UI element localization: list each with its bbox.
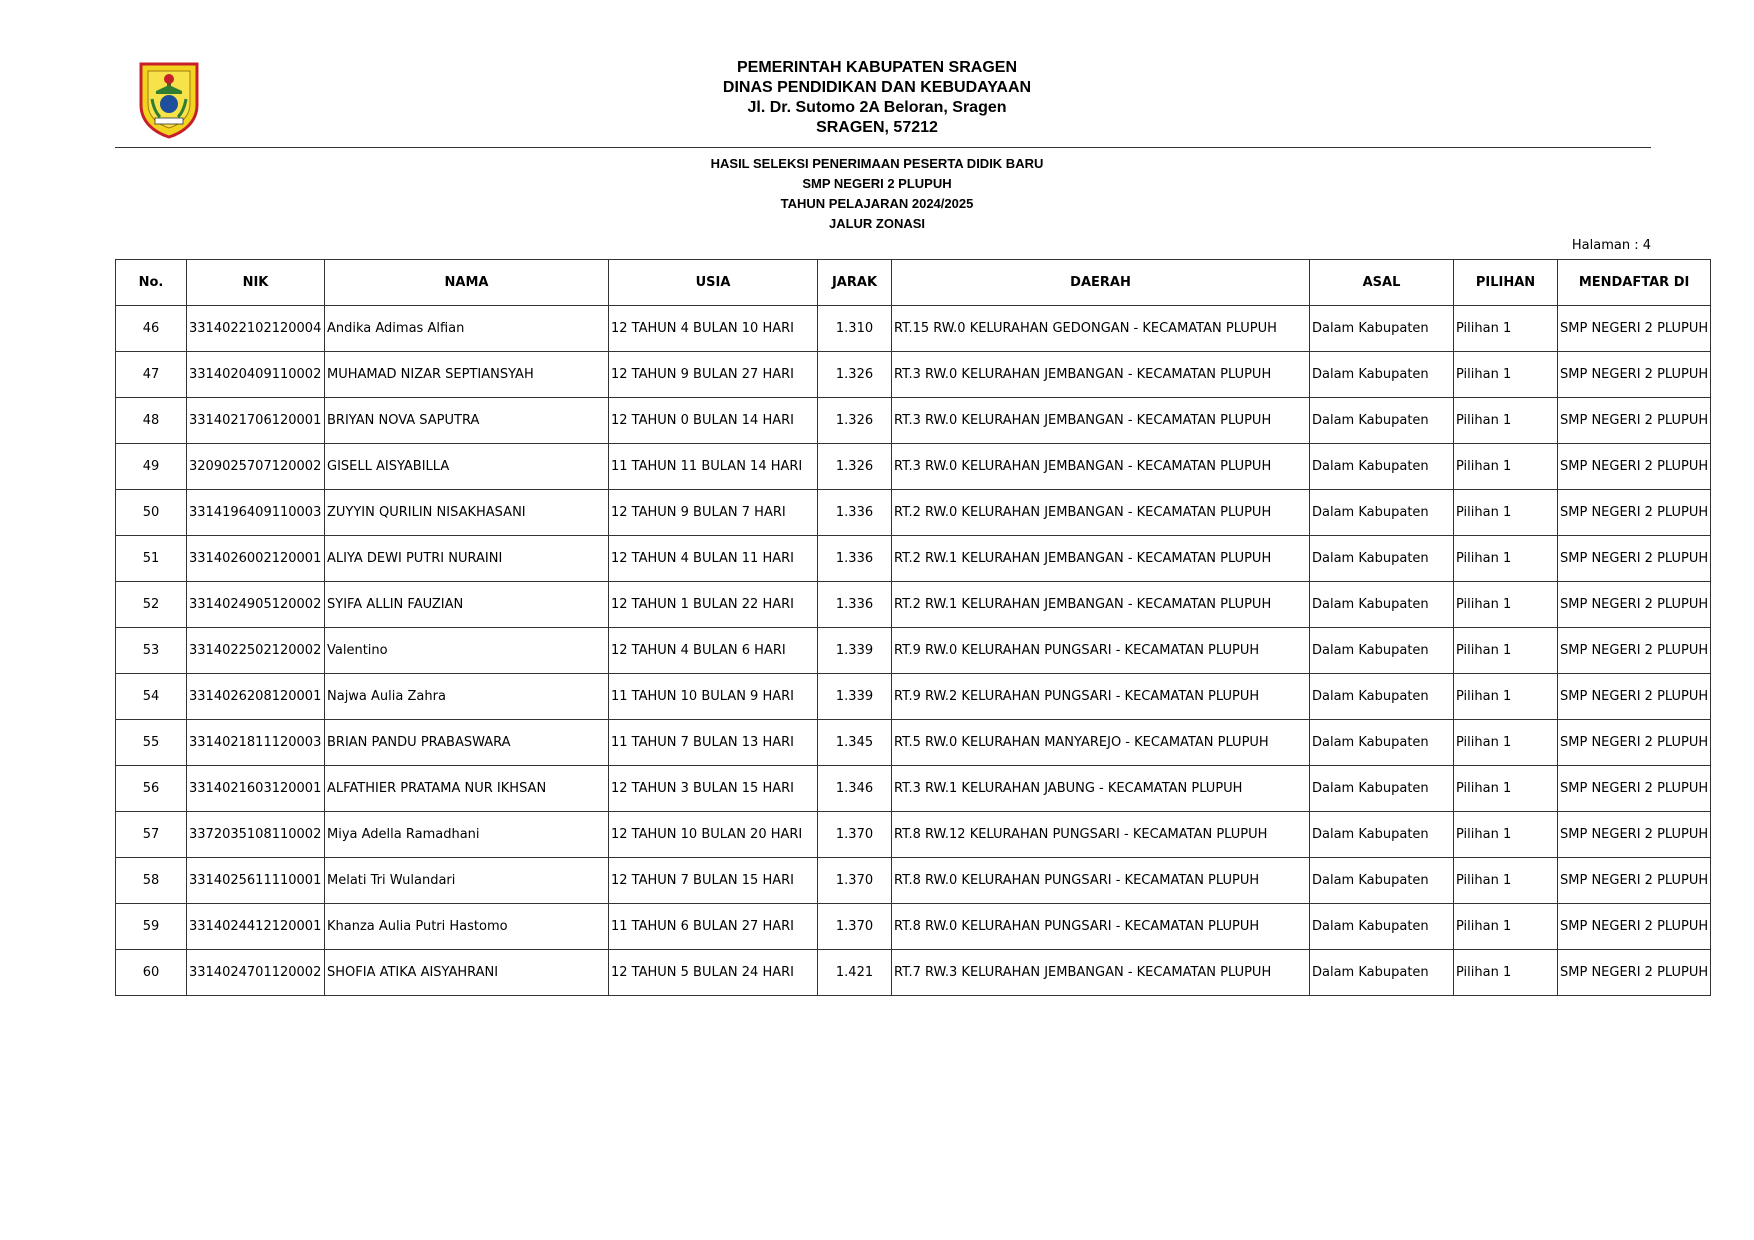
cell-nama: ALIYA DEWI PUTRI NURAINI: [325, 536, 609, 582]
column-header-asal: ASAL: [1310, 260, 1454, 306]
selection-results-table: [115, 259, 1711, 996]
cell-nik: 3314022502120002: [187, 628, 325, 674]
letterhead: [0, 58, 1754, 138]
cell-daerah: RT.8 RW.0 KELURAHAN PUNGSARI - KECAMATAN PLUPUH: [892, 904, 1310, 950]
cell-jarak: 1.339: [818, 674, 892, 720]
cell-daerah: RT.15 RW.0 KELURAHAN GEDONGAN - KECAMATAN PLUPUH: [892, 306, 1310, 352]
cell-usia: 11 TAHUN 7 BULAN 13 HARI: [609, 720, 818, 766]
cell-daerah: RT.9 RW.2 KELURAHAN PUNGSARI - KECAMATAN PLUPUH: [892, 674, 1310, 720]
cell-daerah: RT.3 RW.0 KELURAHAN JEMBANGAN - KECAMATAN PLUPUH: [892, 398, 1310, 444]
cell-nama: ZUYYIN QURILIN NISAKHASANI: [325, 490, 609, 536]
cell-nama: GISELL AISYABILLA: [325, 444, 609, 490]
cell-pilihan: Pilihan 1: [1454, 398, 1558, 444]
cell-asal: Dalam Kabupaten: [1310, 858, 1454, 904]
cell-usia: 12 TAHUN 9 BULAN 27 HARI: [609, 352, 818, 398]
column-header-no: No.: [116, 260, 187, 306]
cell-mendaftar-di: SMP NEGERI 2 PLUPUH: [1558, 352, 1711, 398]
table-row: [116, 352, 1711, 398]
cell-jarak: 1.339: [818, 628, 892, 674]
cell-nama: Najwa Aulia Zahra: [325, 674, 609, 720]
cell-jarak: 1.326: [818, 444, 892, 490]
cell-no: 57: [116, 812, 187, 858]
cell-nama: Khanza Aulia Putri Hastomo: [325, 904, 609, 950]
cell-usia: 11 TAHUN 11 BULAN 14 HARI: [609, 444, 818, 490]
cell-usia: 11 TAHUN 10 BULAN 9 HARI: [609, 674, 818, 720]
cell-pilihan: Pilihan 1: [1454, 536, 1558, 582]
table-row: [116, 628, 1711, 674]
cell-mendaftar-di: SMP NEGERI 2 PLUPUH: [1558, 720, 1711, 766]
cell-pilihan: Pilihan 1: [1454, 674, 1558, 720]
cell-asal: Dalam Kabupaten: [1310, 628, 1454, 674]
cell-pilihan: Pilihan 1: [1454, 582, 1558, 628]
cell-nik: 3314196409110003: [187, 490, 325, 536]
cell-jarak: 1.345: [818, 720, 892, 766]
cell-asal: Dalam Kabupaten: [1310, 444, 1454, 490]
cell-nik: 3314022102120004: [187, 306, 325, 352]
cell-mendaftar-di: SMP NEGERI 2 PLUPUH: [1558, 812, 1711, 858]
cell-no: 59: [116, 904, 187, 950]
column-header-nama: NAMA: [325, 260, 609, 306]
cell-no: 52: [116, 582, 187, 628]
cell-jarak: 1.421: [818, 950, 892, 996]
cell-nik: 3314021811120003: [187, 720, 325, 766]
table-row: [116, 858, 1711, 904]
column-header-pilihan: PILIHAN: [1454, 260, 1558, 306]
column-header-nik: NIK: [187, 260, 325, 306]
table-row: [116, 674, 1711, 720]
cell-no: 47: [116, 352, 187, 398]
column-header-jarak: JARAK: [818, 260, 892, 306]
column-header-daerah: DAERAH: [892, 260, 1310, 306]
cell-daerah: RT.8 RW.12 KELURAHAN PUNGSARI - KECAMATAN PLUPUH: [892, 812, 1310, 858]
cell-usia: 12 TAHUN 4 BULAN 6 HARI: [609, 628, 818, 674]
cell-pilihan: Pilihan 1: [1454, 628, 1558, 674]
cell-daerah: RT.3 RW.0 KELURAHAN JEMBANGAN - KECAMATAN PLUPUH: [892, 444, 1310, 490]
cell-nik: 3314020409110002: [187, 352, 325, 398]
title-admission-path: JALUR ZONASI: [828, 216, 926, 231]
table-row: [116, 766, 1711, 812]
cell-nik: 3314026002120001: [187, 536, 325, 582]
cell-jarak: 1.370: [818, 904, 892, 950]
cell-daerah: RT.5 RW.0 KELURAHAN MANYAREJO - KECAMATAN PLUPUH: [892, 720, 1310, 766]
table-row: [116, 904, 1711, 950]
cell-asal: Dalam Kabupaten: [1310, 582, 1454, 628]
cell-jarak: 1.336: [818, 490, 892, 536]
cell-mendaftar-di: SMP NEGERI 2 PLUPUH: [1558, 490, 1711, 536]
cell-usia: 12 TAHUN 3 BULAN 15 HARI: [609, 766, 818, 812]
cell-usia: 12 TAHUN 10 BULAN 20 HARI: [609, 812, 818, 858]
cell-no: 55: [116, 720, 187, 766]
cell-asal: Dalam Kabupaten: [1310, 674, 1454, 720]
cell-usia: 12 TAHUN 0 BULAN 14 HARI: [609, 398, 818, 444]
cell-asal: Dalam Kabupaten: [1310, 352, 1454, 398]
cell-nama: Melati Tri Wulandari: [325, 858, 609, 904]
cell-no: 50: [116, 490, 187, 536]
cell-mendaftar-di: SMP NEGERI 2 PLUPUH: [1558, 306, 1711, 352]
document-title: [0, 154, 1754, 234]
cell-usia: 12 TAHUN 7 BULAN 15 HARI: [609, 858, 818, 904]
table-row: [116, 582, 1711, 628]
cell-mendaftar-di: SMP NEGERI 2 PLUPUH: [1558, 950, 1711, 996]
cell-nama: Valentino: [325, 628, 609, 674]
cell-no: 53: [116, 628, 187, 674]
cell-nama: Miya Adella Ramadhani: [325, 812, 609, 858]
cell-jarak: 1.336: [818, 582, 892, 628]
cell-no: 58: [116, 858, 187, 904]
cell-jarak: 1.370: [818, 812, 892, 858]
cell-daerah: RT.2 RW.1 KELURAHAN JEMBANGAN - KECAMATAN PLUPUH: [892, 536, 1310, 582]
cell-mendaftar-di: SMP NEGERI 2 PLUPUH: [1558, 628, 1711, 674]
cell-usia: 12 TAHUN 4 BULAN 11 HARI: [609, 536, 818, 582]
cell-no: 56: [116, 766, 187, 812]
cell-pilihan: Pilihan 1: [1454, 950, 1558, 996]
cell-usia: 12 TAHUN 1 BULAN 22 HARI: [609, 582, 818, 628]
cell-usia: 11 TAHUN 6 BULAN 27 HARI: [609, 904, 818, 950]
header-city: SRAGEN, 57212: [816, 119, 938, 136]
cell-daerah: RT.2 RW.0 KELURAHAN JEMBANGAN - KECAMATAN PLUPUH: [892, 490, 1310, 536]
cell-no: 51: [116, 536, 187, 582]
cell-asal: Dalam Kabupaten: [1310, 904, 1454, 950]
table-row: [116, 950, 1711, 996]
table-row: [116, 490, 1711, 536]
cell-mendaftar-di: SMP NEGERI 2 PLUPUH: [1558, 766, 1711, 812]
cell-nama: SYIFA ALLIN FAUZIAN: [325, 582, 609, 628]
cell-no: 60: [116, 950, 187, 996]
cell-pilihan: Pilihan 1: [1454, 766, 1558, 812]
title-school: SMP NEGERI 2 PLUPUH: [802, 176, 952, 191]
cell-nik: 3372035108110002: [187, 812, 325, 858]
cell-mendaftar-di: SMP NEGERI 2 PLUPUH: [1558, 398, 1711, 444]
cell-nama: Andika Adimas Alfian: [325, 306, 609, 352]
cell-pilihan: Pilihan 1: [1454, 812, 1558, 858]
cell-nik: 3314024905120002: [187, 582, 325, 628]
table-row: [116, 306, 1711, 352]
cell-pilihan: Pilihan 1: [1454, 904, 1558, 950]
cell-mendaftar-di: SMP NEGERI 2 PLUPUH: [1558, 674, 1711, 720]
cell-daerah: RT.7 RW.3 KELURAHAN JEMBANGAN - KECAMATAN PLUPUH: [892, 950, 1310, 996]
cell-daerah: RT.3 RW.0 KELURAHAN JEMBANGAN - KECAMATAN PLUPUH: [892, 352, 1310, 398]
cell-nik: 3314024412120001: [187, 904, 325, 950]
cell-pilihan: Pilihan 1: [1454, 444, 1558, 490]
header-agency: DINAS PENDIDIKAN DAN KEBUDAYAAN: [722, 79, 1032, 96]
cell-usia: 12 TAHUN 5 BULAN 24 HARI: [609, 950, 818, 996]
cell-nama: BRIAN PANDU PRABASWARA: [325, 720, 609, 766]
cell-nik: 3314021603120001: [187, 766, 325, 812]
cell-jarak: 1.370: [818, 858, 892, 904]
cell-pilihan: Pilihan 1: [1454, 306, 1558, 352]
cell-pilihan: Pilihan 1: [1454, 490, 1558, 536]
cell-asal: Dalam Kabupaten: [1310, 950, 1454, 996]
cell-nama: MUHAMAD NIZAR SEPTIANSYAH: [325, 352, 609, 398]
cell-usia: 12 TAHUN 9 BULAN 7 HARI: [609, 490, 818, 536]
cell-nik: 3209025707120002: [187, 444, 325, 490]
column-header-mendaftar-di: MENDAFTAR DI: [1558, 260, 1711, 306]
cell-mendaftar-di: SMP NEGERI 2 PLUPUH: [1558, 858, 1711, 904]
cell-jarak: 1.346: [818, 766, 892, 812]
page-number: Halaman : 4: [1571, 238, 1651, 253]
column-header-usia: USIA: [609, 260, 818, 306]
table-row: [116, 720, 1711, 766]
cell-jarak: 1.310: [818, 306, 892, 352]
cell-pilihan: Pilihan 1: [1454, 352, 1558, 398]
cell-nama: ALFATHIER PRATAMA NUR IKHSAN: [325, 766, 609, 812]
cell-asal: Dalam Kabupaten: [1310, 766, 1454, 812]
title-academic-year: TAHUN PELAJARAN 2024/2025: [780, 196, 974, 211]
cell-daerah: RT.8 RW.0 KELURAHAN PUNGSARI - KECAMATAN PLUPUH: [892, 858, 1310, 904]
cell-jarak: 1.326: [818, 352, 892, 398]
cell-jarak: 1.336: [818, 536, 892, 582]
cell-asal: Dalam Kabupaten: [1310, 490, 1454, 536]
cell-asal: Dalam Kabupaten: [1310, 720, 1454, 766]
cell-no: 49: [116, 444, 187, 490]
cell-asal: Dalam Kabupaten: [1310, 812, 1454, 858]
cell-nik: 3314024701120002: [187, 950, 325, 996]
header-divider: [115, 147, 1651, 148]
cell-no: 54: [116, 674, 187, 720]
table-row: [116, 398, 1711, 444]
cell-mendaftar-di: SMP NEGERI 2 PLUPUH: [1558, 536, 1711, 582]
header-government: PEMERINTAH KABUPATEN SRAGEN: [736, 59, 1017, 76]
cell-mendaftar-di: SMP NEGERI 2 PLUPUH: [1558, 904, 1711, 950]
cell-usia: 12 TAHUN 4 BULAN 10 HARI: [609, 306, 818, 352]
cell-daerah: RT.3 RW.1 KELURAHAN JABUNG - KECAMATAN PLUPUH: [892, 766, 1310, 812]
cell-no: 48: [116, 398, 187, 444]
cell-no: 46: [116, 306, 187, 352]
cell-daerah: RT.2 RW.1 KELURAHAN JEMBANGAN - KECAMATAN PLUPUH: [892, 582, 1310, 628]
table-row: [116, 536, 1711, 582]
cell-pilihan: Pilihan 1: [1454, 858, 1558, 904]
cell-mendaftar-di: SMP NEGERI 2 PLUPUH: [1558, 582, 1711, 628]
cell-nik: 3314021706120001: [187, 398, 325, 444]
table-row: [116, 444, 1711, 490]
header-address: Jl. Dr. Sutomo 2A Beloran, Sragen: [747, 99, 1007, 116]
cell-mendaftar-di: SMP NEGERI 2 PLUPUH: [1558, 444, 1711, 490]
cell-daerah: RT.9 RW.0 KELURAHAN PUNGSARI - KECAMATAN PLUPUH: [892, 628, 1310, 674]
cell-asal: Dalam Kabupaten: [1310, 536, 1454, 582]
table-row: [116, 812, 1711, 858]
cell-nama: SHOFIA ATIKA AISYAHRANI: [325, 950, 609, 996]
cell-jarak: 1.326: [818, 398, 892, 444]
cell-asal: Dalam Kabupaten: [1310, 306, 1454, 352]
cell-nik: 3314026208120001: [187, 674, 325, 720]
table-header-row: [116, 260, 1711, 306]
cell-asal: Dalam Kabupaten: [1310, 398, 1454, 444]
cell-nama: BRIYAN NOVA SAPUTRA: [325, 398, 609, 444]
cell-pilihan: Pilihan 1: [1454, 720, 1558, 766]
cell-nik: 3314025611110001: [187, 858, 325, 904]
title-selection-result: HASIL SELEKSI PENERIMAAN PESERTA DIDIK BARU: [710, 156, 1044, 171]
